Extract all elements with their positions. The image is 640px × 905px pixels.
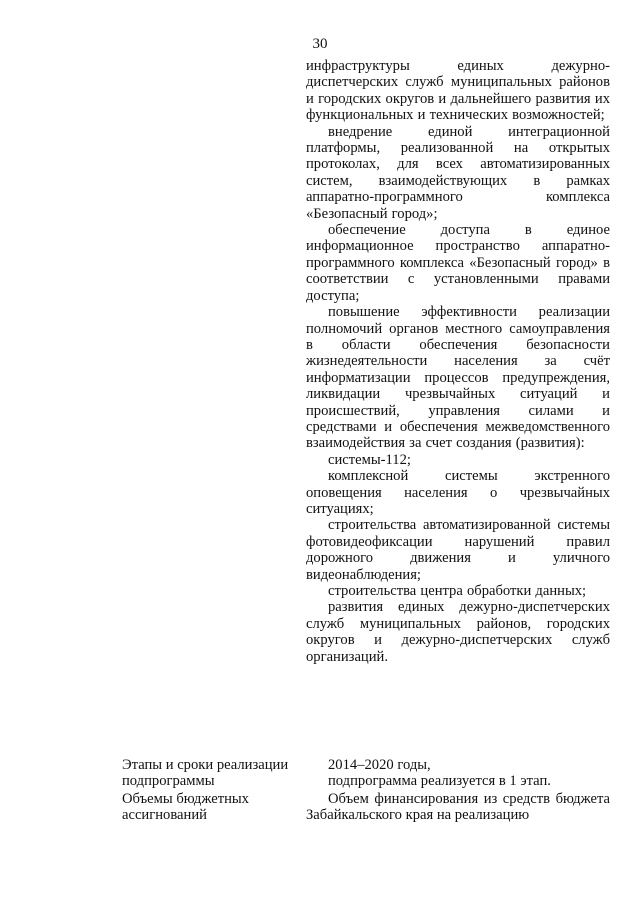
budget-text: Объем финансирования из средств бюджета Забайкальского края на реализацию <box>306 791 610 824</box>
stages-value <box>306 757 610 790</box>
goal-paragraph: строительства центра обработки данных; <box>328 583 587 599</box>
goal-paragraph: комплексной системы экстренного оповещения населения о чрезвычайных ситуациях; <box>306 468 610 517</box>
goals-column <box>306 58 610 665</box>
page-number: 30 <box>312 36 328 52</box>
goal-paragraph: внедрение единой интеграционной платформы, реализованной на открытых протоколах, для всех автоматизированных систем, взаимодействующих в рамках аппаратно-программного комплекса «Безопасный город»; <box>306 123 610 222</box>
goal-paragraph: развития единых дежурно-диспетчерских служб муниципальных районов, городских округов и дежурно-диспетчерских служб организаций. <box>306 599 610 665</box>
budget-value <box>306 791 610 824</box>
goal-paragraph: строительства автоматизированной системы фотовидеофиксации нарушений правил дорожного движения и уличного видеонаблюдения; <box>306 517 610 583</box>
goal-paragraph: инфраструктуры единых дежурно-диспетчерских служб муниципальных районов и городских округов и дальнейшего развития их функциональных и технических возможностей; <box>306 58 610 124</box>
budget-label: Объемы бюджетных ассигнований <box>122 791 249 824</box>
stages-count: подпрограмма реализуется в 1 этап. <box>328 773 551 790</box>
stages-period: 2014–2020 годы, <box>328 757 431 773</box>
stages-label: Этапы и сроки реализации подпрограммы <box>122 757 289 790</box>
goal-paragraph: обеспечение доступа в единое информационное пространство аппаратно-программного комплекса «Безопасный город» в соответствии с установленными правами доступа; <box>306 222 610 304</box>
goal-paragraph: системы-112; <box>328 451 411 468</box>
goal-paragraph: повышение эффективности реализации полномочий органов местного самоуправления в области обеспечения безопасности жизнедеятельности населения за счёт информатизации процессов предупреждения, ликвидации чрезвычайных ситуаций и происшествий, управления силами и средствами и обеспечения межведомственного взаимодействия за счет создания (развития): <box>306 304 610 452</box>
